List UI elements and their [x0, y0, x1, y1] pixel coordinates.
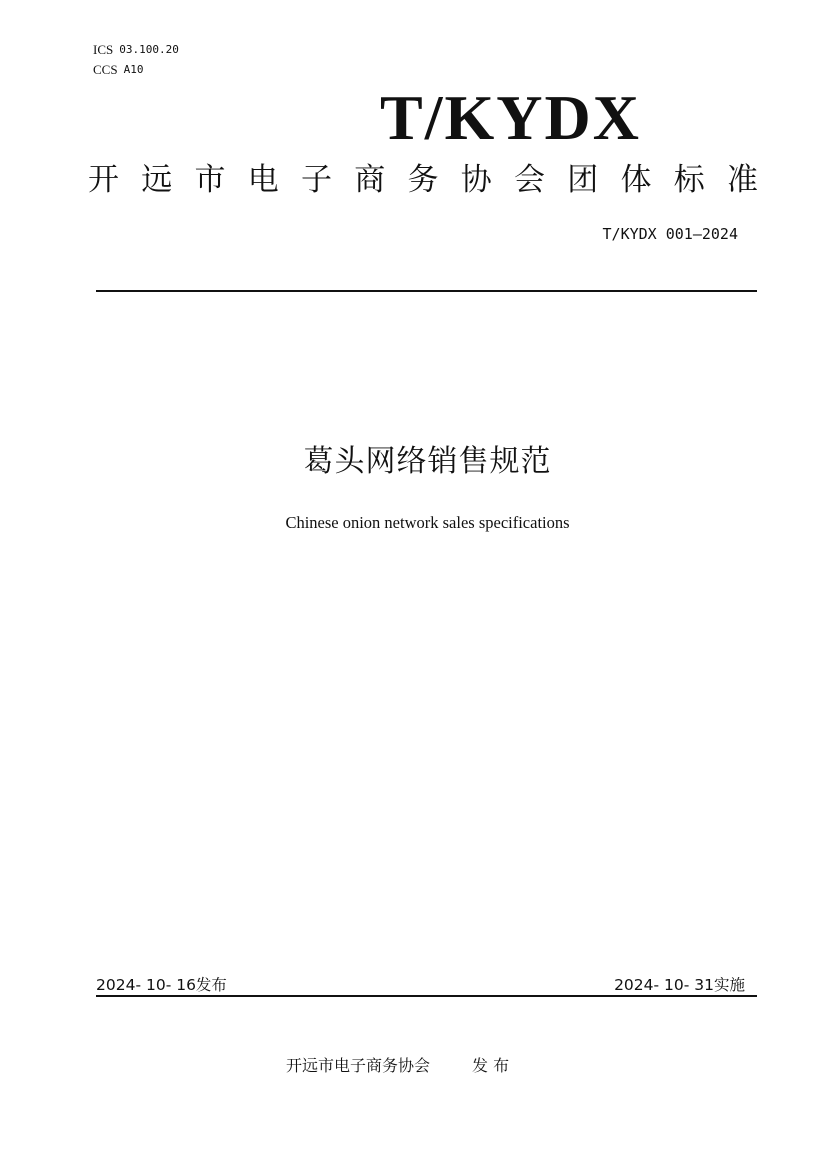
org-standard-title [88, 158, 758, 202]
standard-mark: T/KYDX [380, 82, 641, 153]
publish-action: 发 布 [472, 1056, 510, 1075]
publisher-line [286, 1053, 509, 1076]
ccs-value: A10 [123, 63, 144, 76]
org-title-char: 准 [727, 162, 758, 198]
footer-divider [96, 995, 757, 997]
org-title-char: 团 [567, 162, 599, 198]
publisher-name: 开远市电子商务协会 [286, 1056, 431, 1075]
ics-label: ICS [93, 42, 114, 57]
ics-value: 03.100.20 [119, 43, 179, 56]
org-title-char: 标 [673, 162, 705, 198]
document-title: 葛头网络销售规范 [303, 444, 552, 479]
org-title-char: 务 [407, 162, 439, 198]
org-title-char: 电 [247, 162, 279, 198]
issue-date: 2024- 10- 16发布 [96, 976, 227, 994]
classification-block [93, 40, 179, 80]
document-subtitle: Chinese onion network sales specifications [285, 513, 570, 532]
standard-number: T/KYDX 001—2024 [602, 225, 738, 243]
org-title-char: 会 [514, 162, 545, 198]
ccs-row [93, 60, 179, 80]
effective-date: 2024- 10- 31实施 [614, 976, 745, 994]
org-title-char: 体 [620, 162, 652, 198]
org-title-char: 市 [194, 162, 226, 198]
ccs-label: CCS [93, 62, 118, 77]
header-divider [96, 290, 757, 292]
org-title-char: 商 [354, 162, 386, 198]
org-title-char: 子 [301, 162, 332, 198]
org-title-char: 远 [141, 162, 173, 198]
org-title-char: 开 [88, 162, 119, 198]
org-title-char: 协 [460, 162, 492, 198]
ics-row [93, 40, 179, 60]
